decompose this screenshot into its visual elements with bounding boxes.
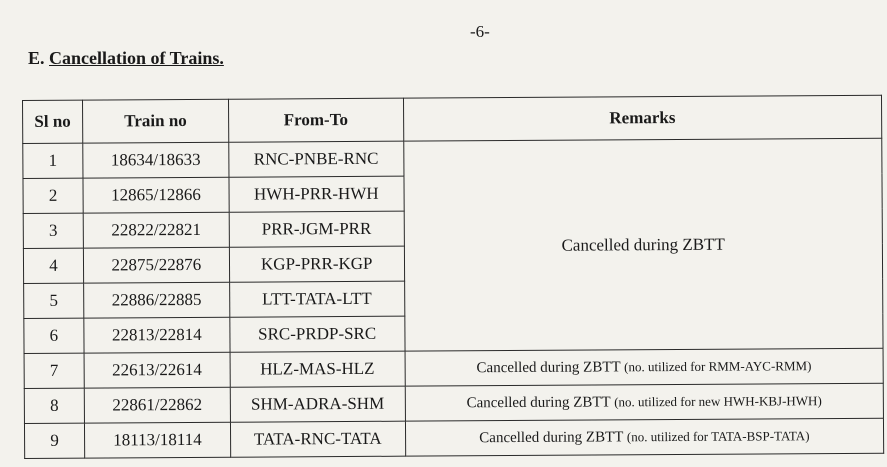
cell-from-to: HLZ-MAS-HLZ: [230, 351, 405, 387]
table-row: [24, 418, 883, 458]
cell-train-no: 22813/22814: [84, 317, 230, 353]
cell-remarks: [405, 348, 884, 386]
cell-train-no: 22886/22885: [84, 282, 230, 318]
cell-remarks-merged: Cancelled during ZBTT: [403, 138, 883, 351]
remark-main: Cancelled during ZBTT: [466, 393, 611, 411]
cell-train-no: 22613/22614: [84, 352, 230, 388]
remark-main: Cancelled during ZBTT: [479, 428, 624, 446]
cell-sl-no: 9: [24, 423, 84, 458]
cell-from-to: RNC-PNBE-RNC: [229, 141, 404, 177]
cell-sl-no: 4: [23, 248, 83, 283]
remark-note: (no. utilized for TATA-BSP-TATA): [626, 427, 810, 444]
remark-main: Cancelled during ZBTT: [476, 358, 621, 376]
page-number: -6-: [470, 22, 490, 41]
cell-train-no: 22822/22821: [83, 212, 229, 248]
cell-sl-no: 2: [23, 178, 83, 213]
cell-from-to: TATA-RNC-TATA: [230, 421, 405, 457]
cell-sl-no: 7: [24, 353, 84, 388]
cell-train-no: 18634/18633: [83, 142, 229, 178]
section-title-text: Cancellation of Trains.: [49, 48, 224, 68]
table-row: [24, 383, 883, 423]
cell-remarks: [405, 383, 884, 421]
cell-sl-no: 1: [23, 143, 83, 178]
section-title: [28, 48, 224, 69]
cell-sl-no: 5: [24, 283, 84, 318]
table-row: [23, 138, 882, 178]
header-train-no: Train no: [82, 99, 228, 143]
cell-train-no: 18113/18114: [84, 422, 230, 458]
remark-note: (no. utilized for RMM-AYC-RMM): [624, 357, 812, 374]
cell-train-no: 22875/22876: [83, 247, 229, 283]
cell-from-to: LTT-TATA-LTT: [229, 281, 404, 317]
table-header-row: [23, 95, 882, 143]
header-remarks: Remarks: [403, 95, 882, 141]
cell-from-to: HWH-PRR-HWH: [229, 176, 404, 212]
cell-remarks: [405, 418, 884, 456]
cell-sl-no: 6: [24, 318, 84, 353]
cell-from-to: KGP-PRR-KGP: [229, 246, 404, 282]
cell-sl-no: 3: [23, 213, 83, 248]
remark-note: (no. utilized for new HWH-KBJ-HWH): [614, 392, 822, 409]
section-prefix: E.: [28, 48, 45, 68]
table-row: [24, 348, 883, 388]
cell-from-to: SRC-PRDP-SRC: [230, 316, 405, 352]
cell-from-to: PRR-JGM-PRR: [229, 211, 404, 247]
header-sl-no: Sl no: [23, 100, 83, 143]
cell-train-no: 12865/12866: [83, 177, 229, 213]
cell-train-no: 22861/22862: [84, 387, 230, 423]
cell-sl-no: 8: [24, 388, 84, 423]
cell-from-to: SHM-ADRA-SHM: [230, 386, 405, 422]
header-from-to: From-To: [228, 98, 403, 142]
cancellation-table: [22, 95, 884, 459]
